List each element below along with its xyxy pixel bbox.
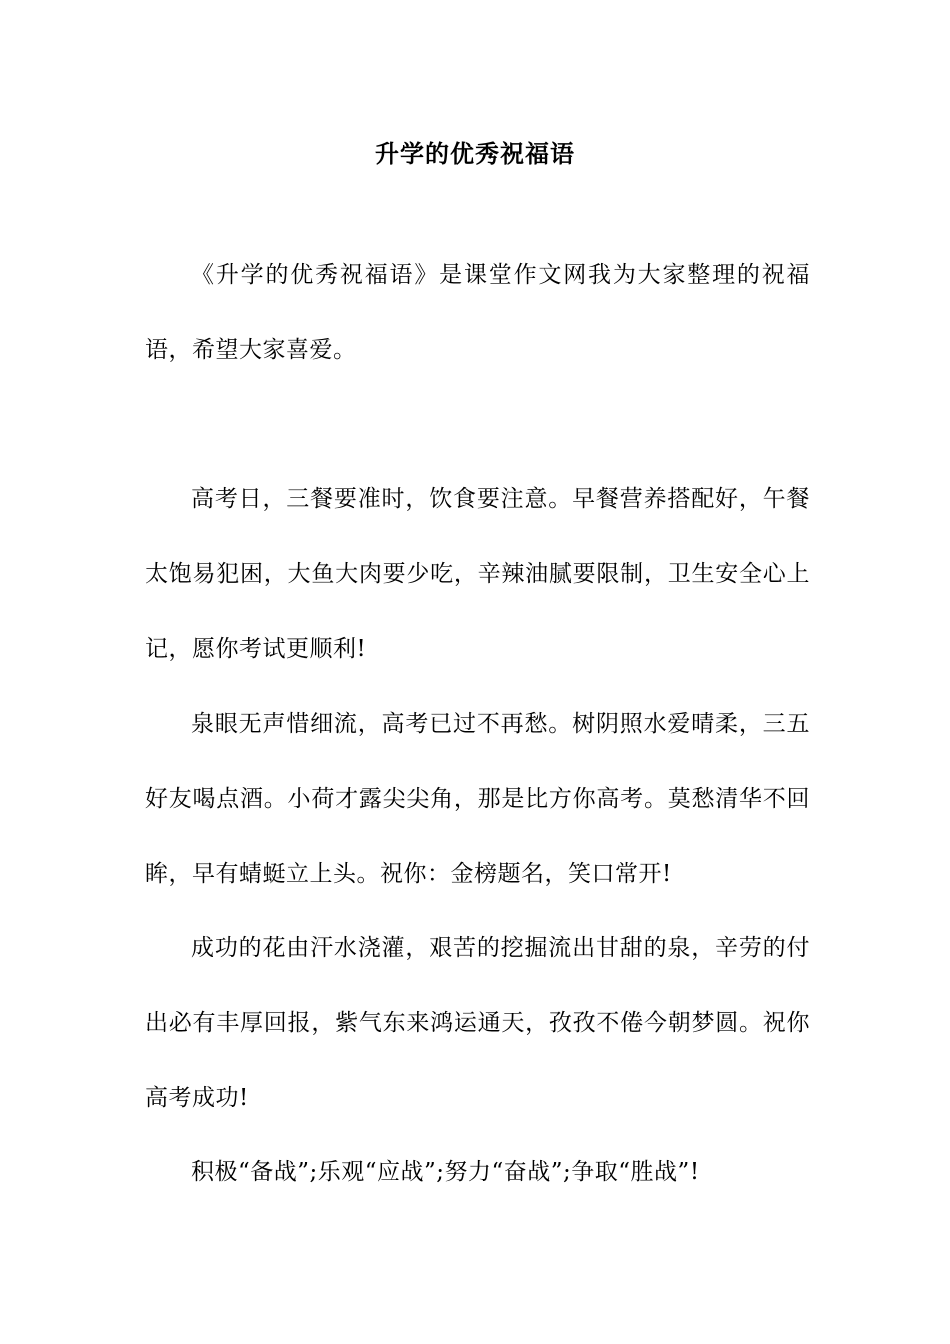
body-paragraph-2: 泉眼无声惜细流，高考已过不再愁。树阴照水爱晴柔，三五好友喝点酒。小荷才露尖尖角，那是比方你高考。莫愁清华不回眸，早有蜻蜓立上头。祝你：金榜题名，笑口常开! — [145, 711, 810, 887]
body-paragraph-4: 积极“备战”;乐观“应战”;努力“奋战”;争取“胜战”! — [191, 1159, 700, 1185]
body-paragraph-1: 高考日，三餐要准时，饮食要注意。早餐营养搭配好，午餐太饱易犯困，大鱼大肉要少吃，辛辣油腻要限制，卫生安全心上记，愿你考试更顺利! — [145, 486, 810, 662]
body-paragraph-3: 成功的花由汗水浇灌，艰苦的挖掘流出甘甜的泉，辛劳的付出必有丰厚回报，紫气东来鸿运通天，孜孜不倦今朝梦圆。祝你高考成功! — [145, 935, 810, 1111]
document-title: 升学的优秀祝福语 — [375, 139, 575, 168]
intro-paragraph: 《升学的优秀祝福语》是课堂作文网我为大家整理的祝福语，希望大家喜爱。 — [145, 262, 810, 363]
